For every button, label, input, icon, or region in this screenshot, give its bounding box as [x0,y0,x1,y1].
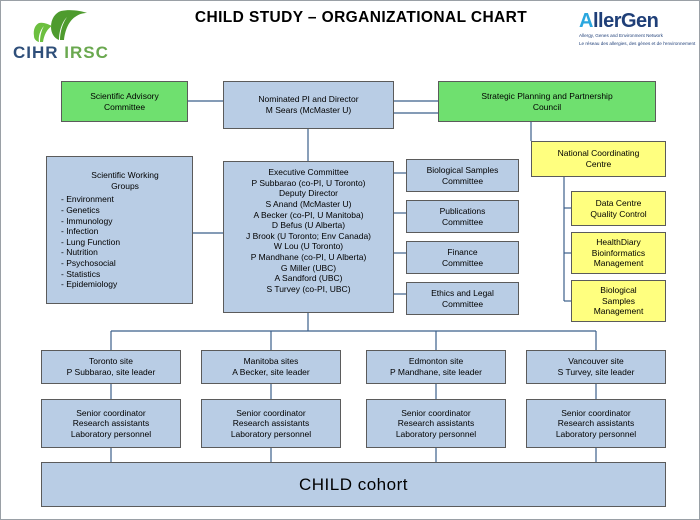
site-vancouver [526,350,666,384]
site-name: Manitoba sites [243,356,299,367]
swg-header-2: Groups [111,180,139,191]
irsc-label: IRSC [64,43,109,62]
exec-member: S Turvey (co-PI, UBC) [266,283,351,294]
page-title: CHILD STUDY – ORGANIZATIONAL CHART [194,9,528,26]
hd-line-2: Bioinformatics [591,247,646,258]
exec-member: P Mandhane (co-PI, U Alberta) [250,252,367,262]
swg-header-1: Scientific Working [91,170,159,181]
biological-samples-management [571,280,666,322]
staff-line-1: Senior coordinator [236,407,306,418]
staff-vancouver [526,399,666,448]
bsm-line-2: Samples [601,295,636,306]
exec-member: P Subbarao (co-PI, U Toronto) [251,177,366,188]
site-leader: S Turvey, site leader [557,367,635,377]
staff-line-3: Laboratory personnel [70,428,152,439]
eth-line-2: Committee [441,298,484,309]
fin-line-2: Committee [441,257,484,268]
exec-member: G Miller (UBC) [280,262,337,273]
exec-member: J Brook (U Toronto; Env Canada) [245,230,372,241]
site-leader: P Mandhane, site leader [390,367,482,377]
allergen-rest: llerGen [592,10,659,32]
allergen-tagline-fr: Le réseau des allergies, des gènes et de l'environnement [579,40,696,46]
ethics-and-legal-committee [406,282,519,315]
strategic-planning-council [438,81,656,122]
eth-line-1: Ethics and Legal [431,287,494,298]
national-coordinating-centre [531,141,666,177]
scientific-advisory-committee [61,81,188,122]
nominated-pi-director [223,81,394,129]
ncc-line-2: Centre [585,159,612,169]
swg-item: - Nutrition [61,247,98,258]
allergen-tagline-en: Allergy, Genes and Environment Network [579,33,663,38]
staff-line-2: Research assistants [397,418,475,429]
sac-line-1: Scientific Advisory [90,90,159,101]
healthdiary-bioinformatics-management [571,232,666,274]
scientific-working-groups [46,156,193,304]
bsc-line-1: Biological Samples [426,164,499,175]
staff-line-2: Research assistants [232,418,310,429]
exec-header: Executive Committee [268,167,349,177]
executive-committee [223,161,394,313]
exec-member: Deputy Director [278,188,339,199]
dcqc-line-1: Data Centre [595,197,642,208]
exec-member: A Becker (co-PI, U Manitoba) [253,209,364,220]
publications-committee [406,200,519,233]
biological-samples-committee [406,159,519,192]
swg-item: - Epidemiology [61,279,118,290]
pub-line-1: Publications [439,205,486,216]
bsm-line-3: Management [593,306,644,317]
staff-line-1: Senior coordinator [561,407,631,418]
spc-line-2: Council [532,101,562,112]
dcqc-line-2: Quality Control [590,208,647,219]
pi-line-1: Nominated PI and Director [258,94,359,105]
hd-line-3: Management [593,258,644,269]
hd-line-1: HealthDiary [596,237,641,248]
cohort-label: CHILD cohort [299,474,408,494]
staff-line-3: Laboratory personnel [395,428,477,439]
exec-member: S Anand (McMaster U) [265,198,352,209]
staff-line-2: Research assistants [72,418,150,429]
site-leader: A Becker, site leader [232,367,310,377]
site-name: Vancouver site [568,356,624,367]
child-cohort [41,462,666,507]
ncc-line-1: National Coordinating [557,148,640,159]
site-toronto [41,350,181,384]
exec-member: D Befus (U Alberta) [271,220,346,231]
sac-line-2: Committee [103,101,146,112]
staff-line-1: Senior coordinator [76,407,146,418]
data-centre-quality-control [571,191,666,226]
exec-member: A Sandford (UBC) [274,273,343,284]
swg-item: - Genetics [61,204,100,215]
staff-edmonton [366,399,506,448]
staff-toronto [41,399,181,448]
pub-line-2: Committee [441,216,484,227]
site-name: Toronto site [89,356,133,367]
swg-item: - Psychosocial [61,258,116,269]
site-name: Edmonton site [408,356,464,367]
spc-line-1: Strategic Planning and Partnership [481,90,613,101]
staff-line-2: Research assistants [557,418,635,429]
swg-item: - Statistics [61,268,101,279]
staff-line-3: Laboratory personnel [230,428,312,439]
bsm-line-1: Biological [600,285,637,296]
bsc-line-2: Committee [441,175,484,186]
fin-line-1: Finance [447,246,478,257]
swg-item: - Immunology [61,215,113,226]
staff-line-1: Senior coordinator [401,407,471,418]
site-manitoba [201,350,341,384]
swg-item: - Environment [61,194,114,205]
exec-member: W Lou (U Toronto) [273,241,344,252]
staff-line-3: Laboratory personnel [555,428,637,439]
pi-line-2: M Sears (McMaster U) [265,105,352,115]
staff-manitoba [201,399,341,448]
site-leader: P Subbarao, site leader [66,367,156,377]
site-edmonton [366,350,506,384]
cihr-label: CIHR [13,43,59,62]
swg-item: - Infection [61,226,99,237]
allergen-a: A [579,10,593,32]
finance-committee [406,241,519,274]
swg-item: - Lung Function [61,236,121,247]
